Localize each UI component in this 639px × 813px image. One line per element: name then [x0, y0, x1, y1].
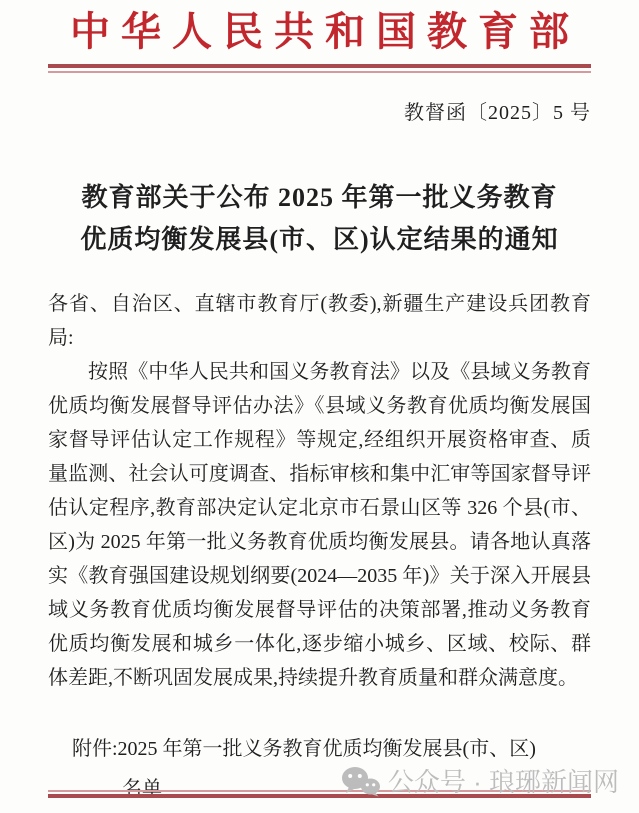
main-paragraph: 按照《中华人民共和国义务教育法》以及《县域义务教育优质均衡发展督导评估办法》《县域义务教育优质均衡发展国家督导评估认定工作规程》等规定,经组织开展资格审查、质量监测、社会认可度调查、指标审核和集中汇审等国家督导评估认定程序,教育部决定认定北京市石景山区等 326 个县(市、区)为 2025 年第一批义务教育优质均衡发展县。请各地认真落实《教育强国建设规划纲要(2024—2035 年)》关于深入开展县域义务教育优质均衡发展督导评估的决策部署,推动义务教育优质均衡发展和城乡一体化,逐步缩小城乡、区域、校际、群体差距,不断巩固发展成果,持续提升教育质量和群众满意度。 — [48, 361, 591, 689]
header-rule — [48, 64, 591, 73]
notice-title-line2: 优质均衡发展县(市、区)认定结果的通知 — [80, 225, 559, 254]
ministry-header: 中华人民共和国教育部 — [70, 9, 580, 54]
wechat-icon — [341, 766, 381, 797]
watermark-text: 公众号 · 琅琊新闻网 — [387, 766, 619, 797]
notice-body — [48, 287, 591, 695]
attachment-line1: 附件:2025 年第一批义务教育优质均衡发展县(市、区) — [72, 738, 536, 760]
watermark — [341, 766, 619, 797]
salutation: 各省、自治区、直辖市教育厅(教委),新疆生产建设兵团教育局: — [48, 293, 591, 349]
notice-title-line1: 教育部关于公布 2025 年第一批义务教育 — [81, 183, 558, 212]
doc-number: 教督函〔2025〕5 号 — [404, 102, 591, 124]
notice-title — [48, 177, 591, 261]
attachment-line2: 名单 — [122, 778, 162, 800]
